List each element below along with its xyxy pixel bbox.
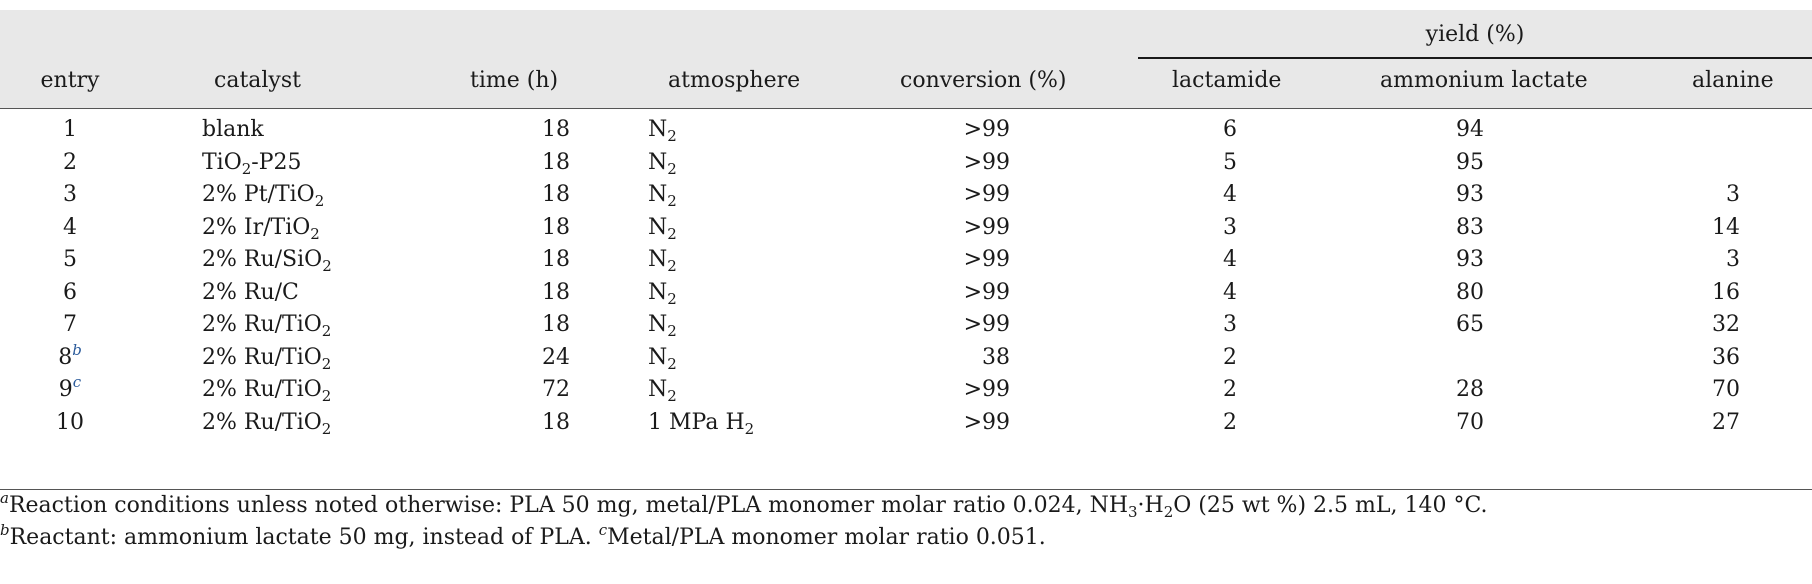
column-header-lactamide: lactamide [1172,68,1282,93]
cell-entry [40,151,100,175]
cell-time: 18 [542,247,570,272]
cell-time: 72 [542,377,570,402]
cell-time: 18 [542,214,570,240]
cell-entry [40,118,100,142]
cell-conversion: >99 [963,247,1010,272]
table-row [0,405,1812,441]
cell-catalyst: TiO$_2$-P25 [202,149,302,178]
cell-entry [40,216,100,240]
column-header-entry: entry [40,68,100,93]
column-header-time: time (h) [470,68,559,93]
cell-conversion: >99 [963,214,1010,240]
cell-entry-number: 5 [63,247,77,272]
cell-ammonium-lactate: 95 [1456,149,1484,175]
table-footnotes [0,490,1812,554]
cell-entry [40,313,100,337]
cell-atmosphere: $N_2$ [648,149,677,178]
cell-atmosphere: 1 MPa $H_2$ [648,409,755,438]
cell-atmosphere: $N_2$ [648,182,677,210]
cell-alanine: 36 [1712,344,1740,370]
cell-catalyst: 2% Pt/TiO$_2$ [202,182,325,210]
cell-time: 18 [542,182,570,207]
cell-entry [40,373,100,402]
footnote-a [0,490,1812,522]
cell-catalyst: 2% Ir/TiO$_2$ [202,214,320,243]
cell-ammonium-lactate: 93 [1456,182,1484,207]
cell-entry-number: 2 [63,149,77,175]
cell-time: 18 [542,149,570,175]
cell-entry [40,183,100,207]
cell-alanine: 27 [1712,409,1740,435]
cell-conversion: >99 [963,117,1010,142]
yield-group-header [1138,10,1812,58]
table-row [0,372,1812,408]
cell-alanine: 32 [1712,312,1740,337]
cell-time: 18 [542,117,570,142]
cell-entry-number: 9 [58,377,73,402]
cell-catalyst: 2% Ru/TiO$_2$ [202,409,332,438]
cell-entry-number: 6 [63,279,77,305]
footnote-ref-mark: b [72,340,82,359]
column-header-conversion: conversion (%) [900,68,1067,93]
cell-time: 18 [542,279,570,305]
cell-conversion: >99 [963,377,1010,402]
cell-entry-number: 10 [56,409,84,435]
cell-atmosphere: $N_2$ [648,279,677,308]
cell-atmosphere: $N_2$ [648,377,677,405]
cell-lactamide: 5 [1223,149,1237,175]
cell-lactamide: 3 [1223,214,1237,240]
cell-entry [40,248,100,272]
cell-ammonium-lactate: 70 [1456,409,1484,435]
cell-lactamide: 2 [1223,344,1237,370]
cell-lactamide: 4 [1223,279,1237,305]
cell-entry-number: 1 [63,117,77,142]
column-header-atmosphere: atmosphere [668,68,801,93]
cell-lactamide: 6 [1223,117,1237,142]
cell-alanine: 70 [1712,377,1740,402]
cell-lactamide: 4 [1223,182,1237,207]
table-row [0,242,1812,278]
cell-catalyst: 2% Ru/TiO$_2$ [202,344,332,373]
cell-entry [40,281,100,305]
cell-entry [40,411,100,435]
footnote-bc [0,522,1812,554]
table-row [0,177,1812,213]
table-row [0,145,1812,181]
footnote-c-text: Metal/PLA monomer molar ratio 0.051. [607,525,1046,550]
cell-catalyst: 2% Ru/SiO$_2$ [202,247,332,275]
cell-catalyst: 2% Ru/TiO$_2$ [202,312,332,340]
cell-time: 24 [542,344,570,370]
footnote-a-mark: a [0,489,9,507]
table-row [0,275,1812,311]
cell-alanine: 16 [1712,279,1740,305]
cell-conversion: >99 [963,409,1010,435]
cell-conversion: 38 [982,344,1010,370]
footnote-b-text: Reactant: ammonium lactate 50 mg, instead of PLA. [9,525,599,550]
cell-ammonium-lactate: 65 [1456,312,1484,337]
cell-lactamide: 3 [1223,312,1237,337]
cell-atmosphere: $N_2$ [648,312,677,340]
footnote-ref-mark: c [72,373,82,391]
cell-ammonium-lactate: 94 [1456,117,1484,142]
cell-conversion: >99 [963,182,1010,207]
column-header-catalyst: catalyst [214,68,301,93]
cell-atmosphere: $N_2$ [648,214,677,243]
cell-conversion: >99 [963,149,1010,175]
cell-conversion: >99 [963,279,1010,305]
cell-ammonium-lactate: 80 [1456,279,1484,305]
cell-atmosphere: $N_2$ [648,344,677,373]
cell-ammonium-lactate: 93 [1456,247,1484,272]
table-row [0,210,1812,246]
cell-entry-number: 7 [63,312,77,337]
cell-ammonium-lactate: 28 [1456,377,1484,402]
cell-alanine: 3 [1726,182,1740,207]
cell-time: 18 [542,409,570,435]
cell-time: 18 [542,312,570,337]
cell-alanine: 3 [1726,247,1740,272]
cell-catalyst: 2% Ru/C [202,279,299,305]
cell-entry-number: 4 [63,214,77,240]
yield-group-label: yield (%) [1425,22,1525,47]
header-bottom-rule [0,108,1812,109]
table-row [0,307,1812,343]
cell-entry [40,340,100,370]
cell-entry-number: 8 [58,344,73,370]
cell-lactamide: 4 [1223,247,1237,272]
footnote-b-mark: b [0,521,10,539]
column-header-alanine: alanine [1692,68,1774,93]
cell-catalyst: 2% Ru/TiO$_2$ [202,377,332,405]
cell-atmosphere: $N_2$ [648,117,677,145]
table-row [0,340,1812,376]
cell-conversion: >99 [963,312,1010,337]
footnote-c-mark: c [598,521,608,539]
cell-lactamide: 2 [1223,409,1237,435]
cell-lactamide: 2 [1223,377,1237,402]
footnote-a-text: Reaction conditions unless noted otherwise: PLA 50 mg, metal/PLA monomer molar ratio 0.024, $NH_3\cdot H_2O$ (25 wt %) 2.5 mL, 140 °C. [8,493,1488,521]
cell-catalyst: blank [202,117,264,142]
cell-entry-number: 3 [63,182,77,207]
cell-ammonium-lactate: 83 [1456,214,1484,240]
column-header-ammonium-lactate: ammonium lactate [1380,68,1588,93]
yield-group-rule [1138,57,1812,59]
cell-atmosphere: $N_2$ [648,247,677,275]
table-row [0,112,1812,148]
cell-alanine: 14 [1712,214,1740,240]
